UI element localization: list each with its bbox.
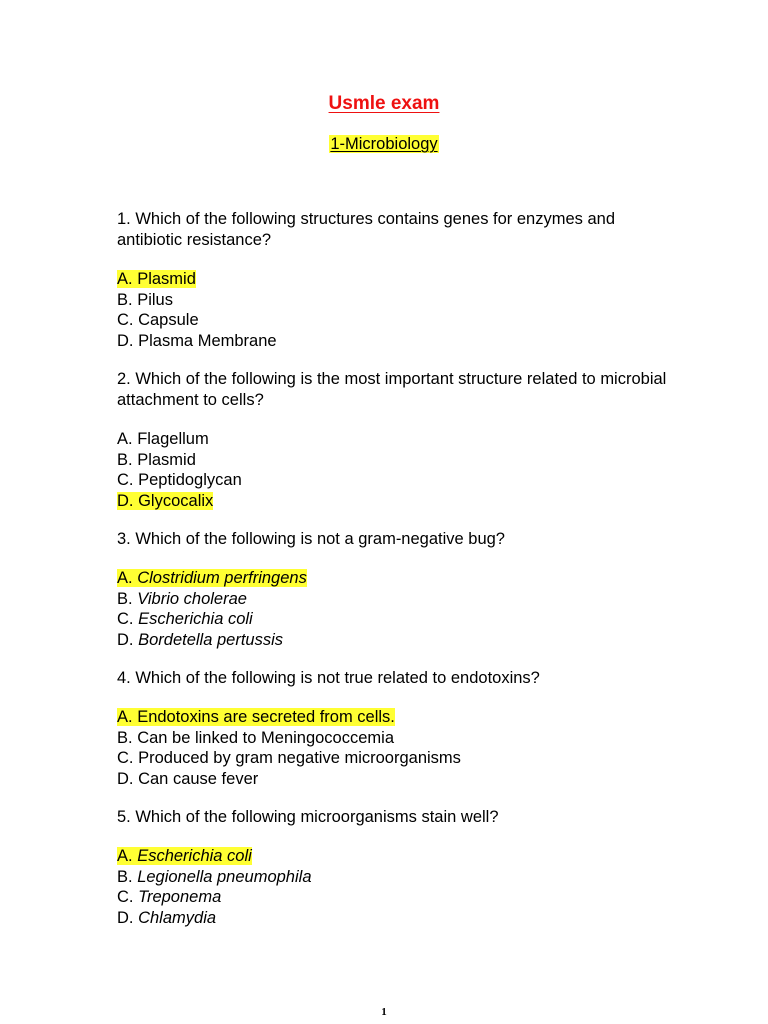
answer-option bbox=[117, 269, 677, 290]
page-number: 1 bbox=[381, 1006, 387, 1018]
question-number: 4. bbox=[117, 669, 131, 687]
option-text: Plasma Membrane bbox=[138, 331, 277, 350]
option-letter: C. bbox=[117, 888, 134, 906]
answer-option bbox=[117, 331, 677, 352]
option-text: Treponema bbox=[138, 888, 222, 906]
option-letter: D. bbox=[117, 491, 134, 510]
option-letter: B. bbox=[117, 290, 133, 309]
answer-options bbox=[117, 429, 677, 511]
question-text: Which of the following is not true related to endotoxins? bbox=[135, 669, 540, 687]
option-letter: A. bbox=[117, 430, 133, 448]
correct-answer-highlight bbox=[117, 708, 395, 726]
option-text: Peptidoglycan bbox=[138, 471, 242, 489]
answer-option bbox=[117, 310, 677, 331]
answer-option bbox=[117, 867, 677, 888]
answer-option-body bbox=[117, 868, 312, 886]
option-text: Chlamydia bbox=[138, 908, 217, 927]
answer-option-body bbox=[117, 888, 221, 906]
answer-option bbox=[117, 450, 677, 471]
option-text: Produced by gram negative microorganisms bbox=[138, 749, 461, 767]
answer-option bbox=[117, 589, 677, 610]
answer-options bbox=[117, 568, 677, 650]
option-letter: D. bbox=[117, 331, 134, 350]
option-letter: D. bbox=[117, 630, 134, 649]
answer-option bbox=[117, 769, 677, 790]
option-text: Bordetella pertussis bbox=[138, 630, 284, 649]
question-4 bbox=[117, 668, 677, 789]
document-title bbox=[0, 91, 768, 117]
question-number: 1. bbox=[117, 210, 131, 228]
option-letter: A. bbox=[117, 708, 133, 726]
answer-options bbox=[117, 846, 677, 928]
option-letter: B. bbox=[117, 728, 133, 747]
option-text: Can cause fever bbox=[138, 769, 259, 788]
answer-option-body bbox=[117, 749, 461, 767]
answer-option-body bbox=[117, 430, 209, 448]
option-letter: A. bbox=[117, 270, 133, 288]
answer-option bbox=[117, 728, 677, 749]
question-number: 2. bbox=[117, 370, 131, 388]
option-letter: C. bbox=[117, 471, 134, 489]
answer-option bbox=[117, 491, 677, 512]
answer-options bbox=[117, 269, 677, 351]
answer-option-body bbox=[117, 631, 283, 649]
answer-option bbox=[117, 707, 677, 728]
correct-answer-highlight bbox=[117, 270, 196, 288]
answer-option-body bbox=[117, 610, 253, 628]
question-3 bbox=[117, 529, 677, 650]
answer-option-body bbox=[117, 590, 247, 608]
question-stem bbox=[117, 529, 677, 550]
document-subtitle-text: 1-Microbiology bbox=[330, 135, 438, 153]
question-stem bbox=[117, 668, 677, 689]
option-letter: B. bbox=[117, 450, 133, 469]
question-text: Which of the following structures contains genes for enzymes and antibiotic resistance? bbox=[117, 210, 616, 249]
answer-option bbox=[117, 609, 677, 630]
option-letter: B. bbox=[117, 589, 133, 608]
option-text: Legionella pneumophila bbox=[137, 867, 312, 886]
option-letter: C. bbox=[117, 610, 134, 628]
answer-option-body bbox=[117, 770, 258, 788]
question-list bbox=[117, 209, 677, 946]
question-stem bbox=[117, 807, 677, 828]
document-subtitle bbox=[0, 132, 768, 156]
answer-option-body bbox=[117, 332, 277, 350]
question-text: Which of the following is the most important structure related to microbial attachment to cells? bbox=[117, 370, 667, 409]
option-text: Clostridium perfringens bbox=[137, 569, 307, 587]
answer-option bbox=[117, 846, 677, 867]
option-letter: D. bbox=[117, 908, 134, 927]
question-text: Which of the following microorganisms stain well? bbox=[135, 808, 499, 826]
option-text: Vibrio cholerae bbox=[137, 589, 247, 608]
question-5 bbox=[117, 807, 677, 928]
option-letter: D. bbox=[117, 769, 134, 788]
option-text: Endotoxins are secreted from cells. bbox=[137, 708, 395, 726]
option-letter: A. bbox=[117, 847, 133, 865]
option-letter: C. bbox=[117, 749, 134, 767]
answer-option bbox=[117, 429, 677, 450]
answer-option-body bbox=[117, 471, 242, 489]
answer-option bbox=[117, 290, 677, 311]
option-text: Capsule bbox=[138, 311, 199, 329]
answer-option bbox=[117, 887, 677, 908]
document-title-text: Usmle exam bbox=[328, 93, 440, 114]
option-text: Flagellum bbox=[137, 430, 209, 448]
question-number: 5. bbox=[117, 808, 131, 826]
correct-answer-highlight bbox=[117, 569, 307, 587]
answer-option-body bbox=[117, 451, 196, 469]
option-letter: C. bbox=[117, 311, 134, 329]
answer-option bbox=[117, 630, 677, 651]
question-2 bbox=[117, 369, 677, 511]
option-text: Glycocalix bbox=[138, 491, 214, 510]
question-1 bbox=[117, 209, 677, 351]
option-letter: A. bbox=[117, 569, 133, 587]
question-number: 3. bbox=[117, 530, 131, 548]
option-text: Escherichia coli bbox=[138, 610, 253, 628]
answer-option-body bbox=[117, 729, 394, 747]
answer-option bbox=[117, 470, 677, 491]
question-stem bbox=[117, 369, 677, 411]
answer-options bbox=[117, 707, 677, 789]
correct-answer-highlight bbox=[117, 847, 252, 865]
question-text: Which of the following is not a gram-negative bug? bbox=[135, 530, 505, 548]
option-letter: B. bbox=[117, 867, 133, 886]
answer-option-body bbox=[117, 291, 173, 309]
answer-option-body bbox=[117, 909, 216, 927]
option-text: Can be linked to Meningococcemia bbox=[137, 728, 395, 747]
option-text: Escherichia coli bbox=[137, 847, 252, 865]
answer-option bbox=[117, 748, 677, 769]
answer-option-body bbox=[117, 311, 199, 329]
correct-answer-highlight bbox=[117, 492, 213, 510]
answer-option bbox=[117, 908, 677, 929]
question-stem bbox=[117, 209, 677, 251]
option-text: Plasmid bbox=[137, 450, 196, 469]
option-text: Plasmid bbox=[137, 270, 196, 288]
option-text: Pilus bbox=[137, 290, 173, 309]
answer-option bbox=[117, 568, 677, 589]
